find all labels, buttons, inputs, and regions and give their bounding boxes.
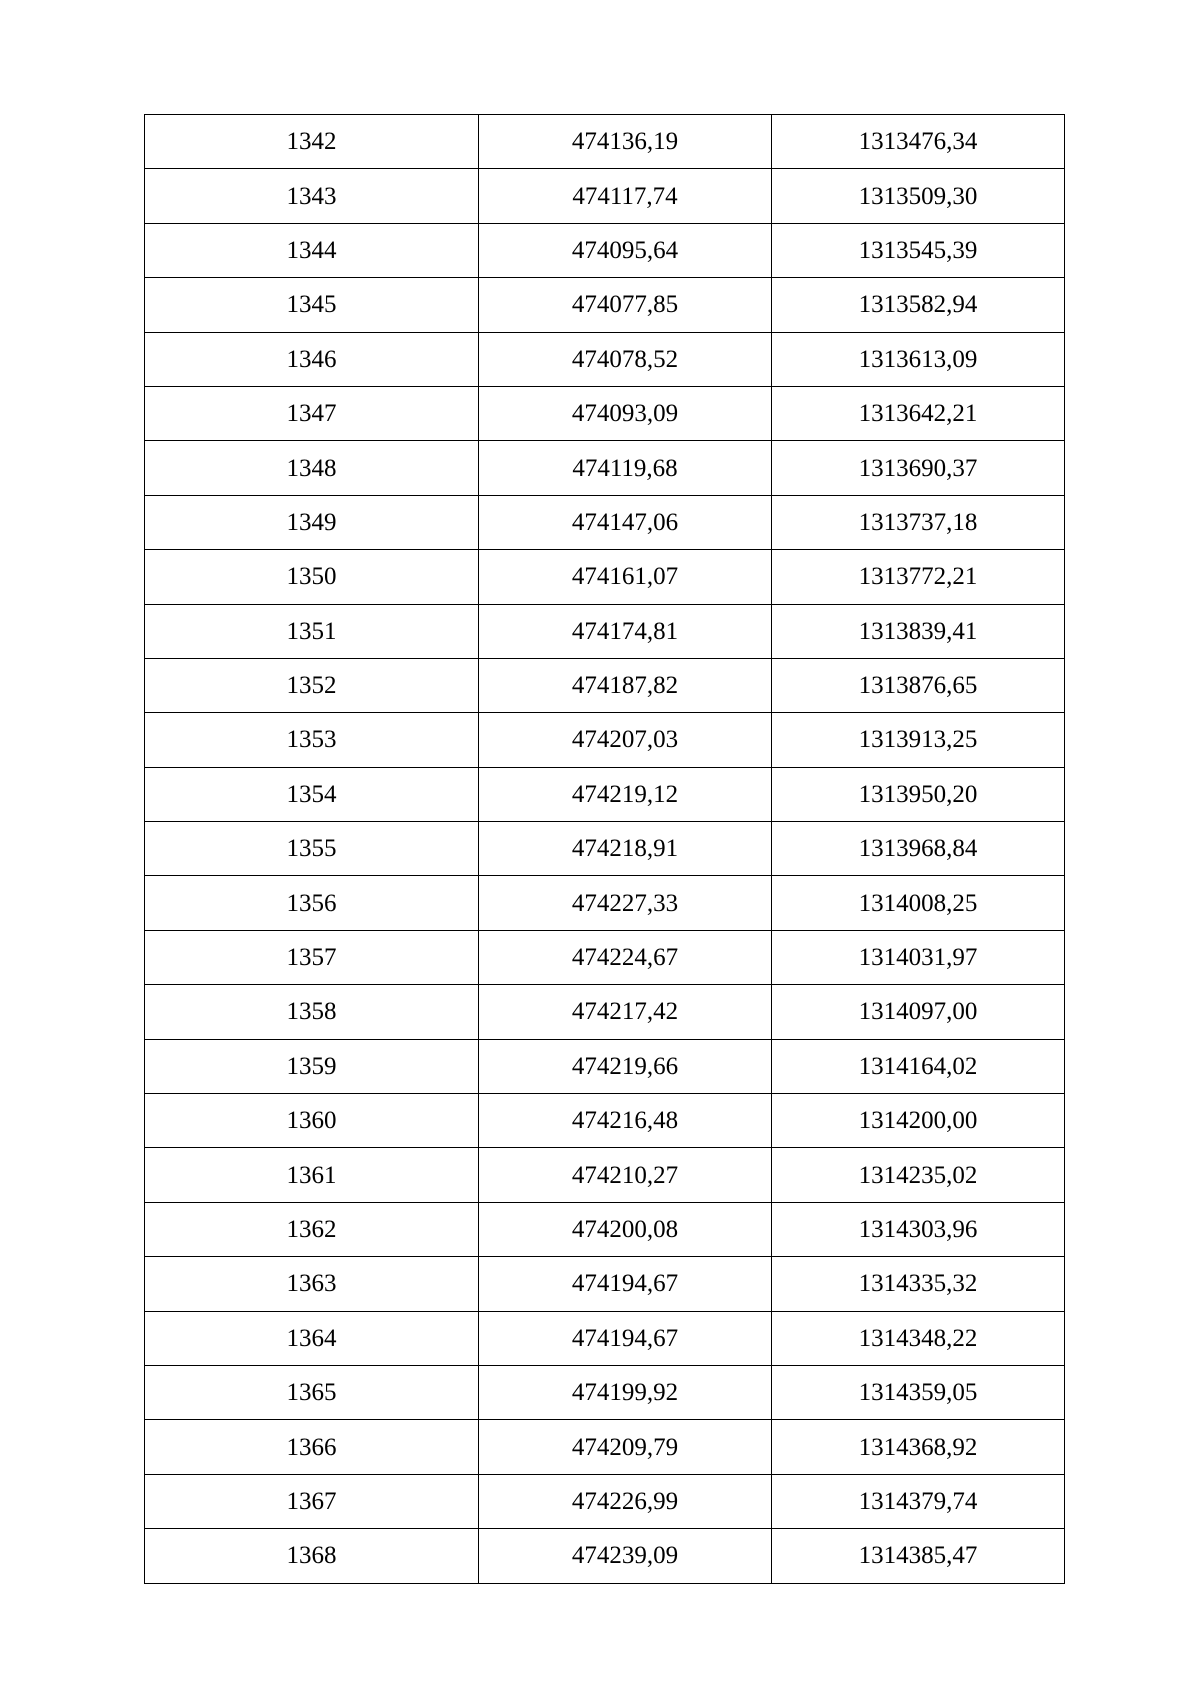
y-coordinate-cell: 1313690,37 — [772, 441, 1065, 495]
point-number-cell: 1344 — [145, 223, 479, 277]
table-row — [145, 550, 1065, 604]
y-coordinate-cell: 1314368,92 — [772, 1420, 1065, 1474]
table-row — [145, 1148, 1065, 1202]
y-coordinate-cell: 1313737,18 — [772, 495, 1065, 549]
y-coordinate-cell: 1313582,94 — [772, 278, 1065, 332]
point-number-cell: 1354 — [145, 767, 479, 821]
x-coordinate-cell: 474093,09 — [479, 386, 772, 440]
y-coordinate-cell: 1313613,09 — [772, 332, 1065, 386]
table-row — [145, 985, 1065, 1039]
table-row — [145, 1420, 1065, 1474]
x-coordinate-cell: 474187,82 — [479, 658, 772, 712]
x-coordinate-cell: 474119,68 — [479, 441, 772, 495]
point-number-cell: 1353 — [145, 713, 479, 767]
point-number-cell: 1346 — [145, 332, 479, 386]
table-row — [145, 1311, 1065, 1365]
point-number-cell: 1365 — [145, 1365, 479, 1419]
y-coordinate-cell: 1313950,20 — [772, 767, 1065, 821]
table-row — [145, 1094, 1065, 1148]
x-coordinate-cell: 474239,09 — [479, 1529, 772, 1583]
y-coordinate-cell: 1314008,25 — [772, 876, 1065, 930]
y-coordinate-cell: 1314385,47 — [772, 1529, 1065, 1583]
y-coordinate-cell: 1314359,05 — [772, 1365, 1065, 1419]
table-row — [145, 658, 1065, 712]
table-row — [145, 223, 1065, 277]
point-number-cell: 1348 — [145, 441, 479, 495]
table-row — [145, 767, 1065, 821]
x-coordinate-cell: 474219,12 — [479, 767, 772, 821]
table-row — [145, 1529, 1065, 1583]
table-row — [145, 1257, 1065, 1311]
point-number-cell: 1358 — [145, 985, 479, 1039]
x-coordinate-cell: 474217,42 — [479, 985, 772, 1039]
x-coordinate-cell: 474078,52 — [479, 332, 772, 386]
coordinates-table-body — [145, 115, 1065, 1584]
point-number-cell: 1347 — [145, 386, 479, 440]
x-coordinate-cell: 474216,48 — [479, 1094, 772, 1148]
y-coordinate-cell: 1314379,74 — [772, 1474, 1065, 1528]
y-coordinate-cell: 1313545,39 — [772, 223, 1065, 277]
y-coordinate-cell: 1313476,34 — [772, 115, 1065, 169]
point-number-cell: 1345 — [145, 278, 479, 332]
table-row — [145, 278, 1065, 332]
y-coordinate-cell: 1314335,32 — [772, 1257, 1065, 1311]
x-coordinate-cell: 474194,67 — [479, 1311, 772, 1365]
x-coordinate-cell: 474174,81 — [479, 604, 772, 658]
y-coordinate-cell: 1314164,02 — [772, 1039, 1065, 1093]
point-number-cell: 1363 — [145, 1257, 479, 1311]
x-coordinate-cell: 474209,79 — [479, 1420, 772, 1474]
x-coordinate-cell: 474227,33 — [479, 876, 772, 930]
table-row — [145, 386, 1065, 440]
x-coordinate-cell: 474095,64 — [479, 223, 772, 277]
y-coordinate-cell: 1314097,00 — [772, 985, 1065, 1039]
point-number-cell: 1360 — [145, 1094, 479, 1148]
table-row — [145, 495, 1065, 549]
point-number-cell: 1356 — [145, 876, 479, 930]
x-coordinate-cell: 474218,91 — [479, 822, 772, 876]
table-row — [145, 604, 1065, 658]
table-row — [145, 1202, 1065, 1256]
point-number-cell: 1343 — [145, 169, 479, 223]
x-coordinate-cell: 474200,08 — [479, 1202, 772, 1256]
point-number-cell: 1349 — [145, 495, 479, 549]
x-coordinate-cell: 474219,66 — [479, 1039, 772, 1093]
point-number-cell: 1361 — [145, 1148, 479, 1202]
table-row — [145, 1365, 1065, 1419]
y-coordinate-cell: 1313876,65 — [772, 658, 1065, 712]
y-coordinate-cell: 1313642,21 — [772, 386, 1065, 440]
x-coordinate-cell: 474210,27 — [479, 1148, 772, 1202]
point-number-cell: 1352 — [145, 658, 479, 712]
y-coordinate-cell: 1314031,97 — [772, 930, 1065, 984]
table-row — [145, 930, 1065, 984]
table-row — [145, 332, 1065, 386]
x-coordinate-cell: 474147,06 — [479, 495, 772, 549]
table-row — [145, 169, 1065, 223]
y-coordinate-cell: 1313839,41 — [772, 604, 1065, 658]
x-coordinate-cell: 474161,07 — [479, 550, 772, 604]
table-row — [145, 1474, 1065, 1528]
table-row — [145, 713, 1065, 767]
point-number-cell: 1364 — [145, 1311, 479, 1365]
y-coordinate-cell: 1313509,30 — [772, 169, 1065, 223]
table-row — [145, 876, 1065, 930]
x-coordinate-cell: 474194,67 — [479, 1257, 772, 1311]
point-number-cell: 1355 — [145, 822, 479, 876]
table-row — [145, 1039, 1065, 1093]
point-number-cell: 1351 — [145, 604, 479, 658]
point-number-cell: 1342 — [145, 115, 479, 169]
point-number-cell: 1359 — [145, 1039, 479, 1093]
point-number-cell: 1350 — [145, 550, 479, 604]
y-coordinate-cell: 1313913,25 — [772, 713, 1065, 767]
x-coordinate-cell: 474224,67 — [479, 930, 772, 984]
y-coordinate-cell: 1314235,02 — [772, 1148, 1065, 1202]
y-coordinate-cell: 1314348,22 — [772, 1311, 1065, 1365]
x-coordinate-cell: 474226,99 — [479, 1474, 772, 1528]
x-coordinate-cell: 474077,85 — [479, 278, 772, 332]
x-coordinate-cell: 474136,19 — [479, 115, 772, 169]
point-number-cell: 1362 — [145, 1202, 479, 1256]
coordinates-table — [144, 114, 1065, 1584]
point-number-cell: 1367 — [145, 1474, 479, 1528]
table-row — [145, 822, 1065, 876]
x-coordinate-cell: 474117,74 — [479, 169, 772, 223]
y-coordinate-cell: 1313968,84 — [772, 822, 1065, 876]
point-number-cell: 1368 — [145, 1529, 479, 1583]
point-number-cell: 1357 — [145, 930, 479, 984]
table-row — [145, 115, 1065, 169]
point-number-cell: 1366 — [145, 1420, 479, 1474]
y-coordinate-cell: 1314303,96 — [772, 1202, 1065, 1256]
y-coordinate-cell: 1313772,21 — [772, 550, 1065, 604]
x-coordinate-cell: 474207,03 — [479, 713, 772, 767]
table-row — [145, 441, 1065, 495]
y-coordinate-cell: 1314200,00 — [772, 1094, 1065, 1148]
x-coordinate-cell: 474199,92 — [479, 1365, 772, 1419]
